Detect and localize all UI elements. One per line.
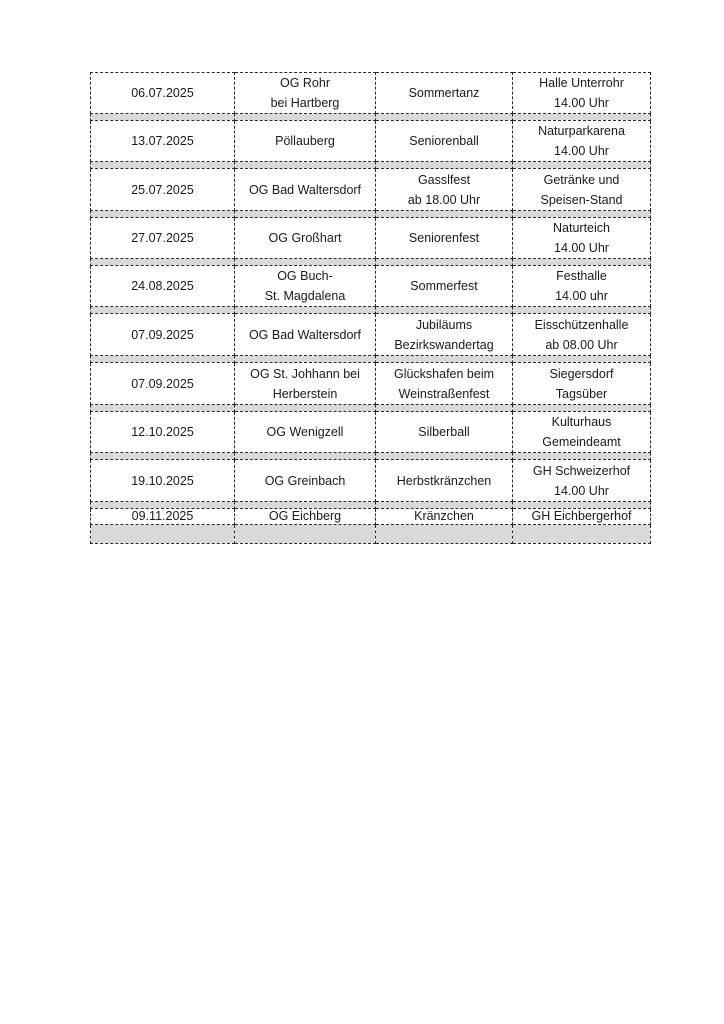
venue-cell-line: Naturparkarena xyxy=(538,124,625,138)
date-cell: 07.09.2025 xyxy=(91,314,235,356)
venue-cell-line: GH Schweizerhof xyxy=(532,463,631,478)
venue-cell xyxy=(513,266,651,307)
spacer-cell xyxy=(235,453,376,460)
group-cell-line: OG Buch- xyxy=(277,269,333,283)
group-cell-line: OG Großhart xyxy=(268,231,342,245)
event-cell-line: Jubiläums xyxy=(415,317,473,332)
group-cell xyxy=(235,121,376,162)
event-cell-line: Weinstraßenfest xyxy=(398,386,490,401)
event-cell-line: Seniorenfest xyxy=(408,231,480,245)
table-row xyxy=(91,169,651,211)
spacer-cell xyxy=(235,356,376,363)
table-row xyxy=(91,363,651,405)
event-cell xyxy=(376,460,513,502)
event-table xyxy=(90,72,651,544)
venue-cell-line: Getränke und xyxy=(543,172,620,187)
table-row xyxy=(91,218,651,259)
spacer-cell xyxy=(91,405,235,412)
event-cell xyxy=(376,73,513,114)
group-cell xyxy=(235,412,376,453)
group-cell-line: OG Eichberg xyxy=(268,509,342,523)
event-cell-line: Kränzchen xyxy=(414,509,474,523)
spacer-row xyxy=(91,114,651,121)
event-cell xyxy=(376,363,513,405)
spacer-row xyxy=(91,259,651,266)
venue-cell-line: Eisschützenhalle xyxy=(534,317,629,332)
spacer-cell xyxy=(235,525,376,544)
event-cell xyxy=(376,169,513,211)
venue-cell-line: Naturteich xyxy=(553,221,610,235)
spacer-cell xyxy=(376,259,513,266)
event-cell xyxy=(376,509,513,525)
date-cell: 24.08.2025 xyxy=(91,266,235,307)
group-cell-line: OG St. Johhann bei xyxy=(250,366,360,381)
group-cell-line: OG Wenigzell xyxy=(266,425,344,439)
spacer-cell xyxy=(376,525,513,544)
group-cell xyxy=(235,218,376,259)
table-row xyxy=(91,412,651,453)
spacer-cell xyxy=(91,453,235,460)
group-cell-line: Herberstein xyxy=(272,386,338,401)
event-schedule xyxy=(90,72,650,544)
table-row xyxy=(91,314,651,356)
group-cell-line: OG Bad Waltersdorf xyxy=(248,327,362,342)
date-cell: 13.07.2025 xyxy=(91,121,235,162)
venue-cell-line: 14.00 Uhr xyxy=(554,96,609,110)
spacer-cell xyxy=(376,356,513,363)
spacer-cell xyxy=(376,405,513,412)
spacer-cell xyxy=(235,114,376,121)
spacer-cell xyxy=(235,307,376,314)
spacer-cell xyxy=(513,114,651,121)
table-row xyxy=(91,460,651,502)
date-cell: 09.11.2025 xyxy=(91,509,235,525)
event-cell xyxy=(376,121,513,162)
group-cell-line: OG Bad Waltersdorf xyxy=(248,182,362,197)
spacer-cell xyxy=(91,356,235,363)
date-cell: 27.07.2025 xyxy=(91,218,235,259)
group-cell-line: OG Greinbach xyxy=(264,473,346,488)
spacer-row xyxy=(91,525,651,544)
group-cell xyxy=(235,73,376,114)
date-cell: 19.10.2025 xyxy=(91,460,235,502)
spacer-cell xyxy=(235,405,376,412)
spacer-cell xyxy=(376,453,513,460)
venue-cell-line: 14.00 Uhr xyxy=(554,144,609,158)
group-cell xyxy=(235,169,376,211)
spacer-cell xyxy=(91,525,235,544)
event-cell-line: ab 18.00 Uhr xyxy=(407,192,481,207)
venue-cell-line: GH Eichbergerhof xyxy=(531,509,632,523)
spacer-cell xyxy=(376,502,513,509)
spacer-cell xyxy=(376,211,513,218)
spacer-cell xyxy=(376,114,513,121)
spacer-cell xyxy=(235,259,376,266)
venue-cell-line: ab 08.00 Uhr xyxy=(545,337,618,352)
event-cell-line: Seniorenball xyxy=(409,134,479,148)
event-cell-line: Bezirkswandertag xyxy=(394,337,494,352)
date-cell: 06.07.2025 xyxy=(91,73,235,114)
spacer-cell xyxy=(235,162,376,169)
spacer-row xyxy=(91,453,651,460)
venue-cell-line: 14.00 Uhr xyxy=(554,241,609,255)
venue-cell-line: Speisen-Stand xyxy=(540,192,623,207)
venue-cell-line: Gemeindeamt xyxy=(542,435,621,449)
venue-cell xyxy=(513,412,651,453)
spacer-cell xyxy=(91,307,235,314)
spacer-cell xyxy=(513,356,651,363)
spacer-row xyxy=(91,307,651,314)
event-table-body xyxy=(91,73,651,544)
table-row xyxy=(91,121,651,162)
spacer-row xyxy=(91,356,651,363)
venue-cell xyxy=(513,509,651,525)
event-cell-line: Sommerfest xyxy=(410,279,478,293)
event-cell-line: Gasslfest xyxy=(417,172,471,187)
group-cell-line: Pöllauberg xyxy=(275,134,335,148)
venue-cell-line: Halle Unterrohr xyxy=(539,76,624,90)
spacer-cell xyxy=(513,502,651,509)
table-row xyxy=(91,509,651,525)
spacer-row xyxy=(91,502,651,509)
event-cell-line: Herbstkränzchen xyxy=(396,473,492,488)
spacer-cell xyxy=(513,211,651,218)
venue-cell xyxy=(513,363,651,405)
spacer-cell xyxy=(91,259,235,266)
venue-cell xyxy=(513,169,651,211)
spacer-cell xyxy=(91,162,235,169)
spacer-row xyxy=(91,211,651,218)
group-cell xyxy=(235,509,376,525)
venue-cell xyxy=(513,218,651,259)
date-cell: 12.10.2025 xyxy=(91,412,235,453)
date-cell: 25.07.2025 xyxy=(91,169,235,211)
spacer-cell xyxy=(513,162,651,169)
spacer-cell xyxy=(235,211,376,218)
venue-cell-line: 14.00 Uhr xyxy=(554,483,609,498)
table-row xyxy=(91,73,651,114)
venue-cell xyxy=(513,121,651,162)
venue-cell xyxy=(513,460,651,502)
event-cell xyxy=(376,218,513,259)
spacer-cell xyxy=(235,502,376,509)
venue-cell-line: Siegersdorf xyxy=(549,366,614,381)
venue-cell xyxy=(513,73,651,114)
venue-cell-line: 14.00 uhr xyxy=(555,289,608,303)
spacer-row xyxy=(91,162,651,169)
group-cell xyxy=(235,460,376,502)
date-cell: 07.09.2025 xyxy=(91,363,235,405)
spacer-cell xyxy=(376,162,513,169)
spacer-cell xyxy=(513,525,651,544)
venue-cell-line: Kulturhaus xyxy=(551,415,612,429)
spacer-cell xyxy=(513,453,651,460)
event-cell xyxy=(376,314,513,356)
spacer-cell xyxy=(513,307,651,314)
group-cell xyxy=(235,363,376,405)
spacer-cell xyxy=(376,307,513,314)
spacer-row xyxy=(91,405,651,412)
venue-cell-line: Festhalle xyxy=(556,269,607,283)
venue-cell xyxy=(513,314,651,356)
event-cell xyxy=(376,266,513,307)
group-cell xyxy=(235,266,376,307)
group-cell xyxy=(235,314,376,356)
spacer-cell xyxy=(91,211,235,218)
event-cell xyxy=(376,412,513,453)
table-row xyxy=(91,266,651,307)
spacer-cell xyxy=(513,259,651,266)
spacer-cell xyxy=(91,114,235,121)
spacer-cell xyxy=(91,502,235,509)
venue-cell-line: Tagsüber xyxy=(555,386,608,401)
group-cell-line: OG Rohr xyxy=(279,76,330,90)
event-cell-line: Glückshafen beim xyxy=(393,366,495,381)
group-cell-line: bei Hartberg xyxy=(270,96,340,110)
event-cell-line: Silberball xyxy=(418,425,470,439)
spacer-cell xyxy=(513,405,651,412)
group-cell-line: St. Magdalena xyxy=(264,289,346,303)
event-cell-line: Sommertanz xyxy=(408,86,480,100)
